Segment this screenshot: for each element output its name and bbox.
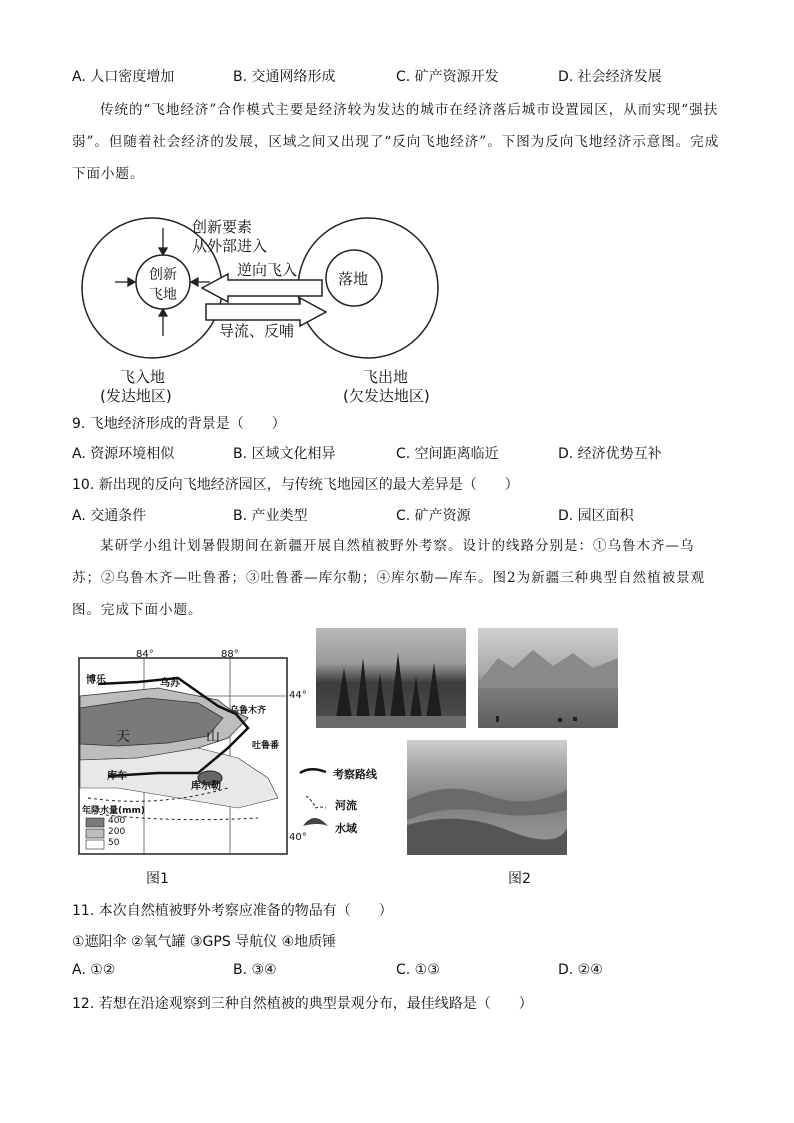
map-lon-84: 84° <box>136 649 154 660</box>
q9-stem: 9. 飞地经济形成的背景是（ ） <box>72 416 286 432</box>
intro-paragraph-1: 传统的“飞地经济”合作模式主要是经济较为发达的城市在经济落后城市设置园区，从而实现“强扶弱”。但随着社会经济的发展，区域之间又出现了“反向飞地经济”。下图为反向飞地经济示意图。完成下面小题。 <box>72 102 720 182</box>
figure-1-caption: 图1 <box>146 871 169 887</box>
legend-water-label: 水域 <box>335 822 357 835</box>
legend-river-symbol <box>306 796 326 808</box>
fly-out-caption: 飞出地 <box>363 368 409 386</box>
legend-route-symbol <box>300 769 326 773</box>
q11-option-c: C. ①③ <box>396 962 440 978</box>
q11-items: ①遮阳伞 ②氧气罐 ③GPS 导航仪 ④地质锤 <box>72 934 337 950</box>
legend-50: 50 <box>108 838 120 848</box>
q10-option-c: C. 矿产资源 <box>396 508 471 524</box>
q11-option-d: D. ②④ <box>558 962 603 978</box>
legend-swatch-200 <box>86 829 104 838</box>
legend-river-label: 河流 <box>335 799 357 812</box>
q10-option-b: B. 产业类型 <box>233 508 308 524</box>
q9-option-c: C. 空间距离临近 <box>396 446 499 462</box>
map-lat-40: 40° <box>289 832 307 843</box>
q10-option-a: A. 交通条件 <box>72 508 147 524</box>
q11-option-b: B. ③④ <box>233 962 277 978</box>
map-label-urumqi: 乌鲁木齐 <box>230 706 267 716</box>
legend-200: 200 <box>108 827 126 837</box>
legend-swatch-400 <box>86 818 104 827</box>
mountain-silhouette <box>478 650 618 688</box>
feedback-label: 导流、反哺 <box>219 322 295 340</box>
innovation-label-1: 创新要素 <box>192 218 253 236</box>
grassland-photo <box>478 628 618 728</box>
legend-400: 400 <box>108 816 126 826</box>
map-label-shan: 山 <box>206 729 220 745</box>
map-lon-88: 88° <box>221 649 239 660</box>
legend-water-symbol <box>303 818 328 826</box>
q11-stem: 11. 本次自然植被野外考察应准备的物品有（ ） <box>72 903 393 919</box>
intro-paragraph-2: 某研学小组计划暑假期间在新疆开展自然植被野外考察。设计的线路分别是：①乌鲁木齐—乌苏；②乌鲁木齐—吐鲁番；③吐鲁番—库尔勒；④库尔勒—库车。图2为新疆三种典型自然植被景观图。完成下面小题。 <box>72 538 706 618</box>
fly-in-caption: 飞入地 <box>120 368 166 386</box>
q8-option-a: A. 人口密度增加 <box>72 69 175 85</box>
legend-swatch-50 <box>86 840 104 849</box>
q11-option-a: A. ①② <box>72 962 116 978</box>
landing-label: 落地 <box>338 270 369 288</box>
innovation-label-2: 从外部进入 <box>192 237 268 255</box>
map-label-korla: 库尔勒 <box>191 781 221 792</box>
fly-in-subcaption: (发达地区) <box>100 387 172 405</box>
q9-option-d: D. 经济优势互补 <box>558 446 662 462</box>
q9-option-b: B. 区域文化相异 <box>233 446 336 462</box>
map-lat-44: 44° <box>289 690 307 701</box>
q8-option-b: B. 交通网络形成 <box>233 69 336 85</box>
q8-option-c: C. 矿产资源开发 <box>396 69 499 85</box>
map-label-bole: 博乐 <box>86 675 106 686</box>
q12-stem: 12. 若想在沿途观察到三种自然植被的典型景观分布，最佳线路是（ ） <box>72 996 533 1012</box>
desert-photo <box>407 740 567 855</box>
legend-route-label: 考察路线 <box>333 768 377 781</box>
enclave-label-2: 飞地 <box>149 287 177 303</box>
map-label-turpan: 吐鲁番 <box>252 741 280 751</box>
q10-stem: 10. 新出现的反向飞地经济园区，与传统飞地园区的最大差异是（ ） <box>72 477 519 493</box>
q9-option-a: A. 资源环境相似 <box>72 446 175 462</box>
conifer-trees <box>336 653 442 720</box>
dune-ridge <box>407 789 567 820</box>
map-label-kuche: 库车 <box>107 771 127 782</box>
map-label-tian: 天 <box>116 729 130 745</box>
q10-option-d: D. 园区面积 <box>558 508 634 524</box>
figure-2-caption: 图2 <box>508 871 531 887</box>
forest-photo <box>316 628 466 728</box>
fly-out-subcaption: (欠发达地区) <box>343 387 430 405</box>
legend-title: 年降水量(mm) <box>82 806 145 816</box>
map-label-wusu: 乌苏 <box>160 678 180 689</box>
enclave-label-1: 创新 <box>149 267 177 283</box>
reverse-flow-label: 逆向飞入 <box>237 261 298 279</box>
q8-option-d: D. 社会经济发展 <box>558 69 662 85</box>
